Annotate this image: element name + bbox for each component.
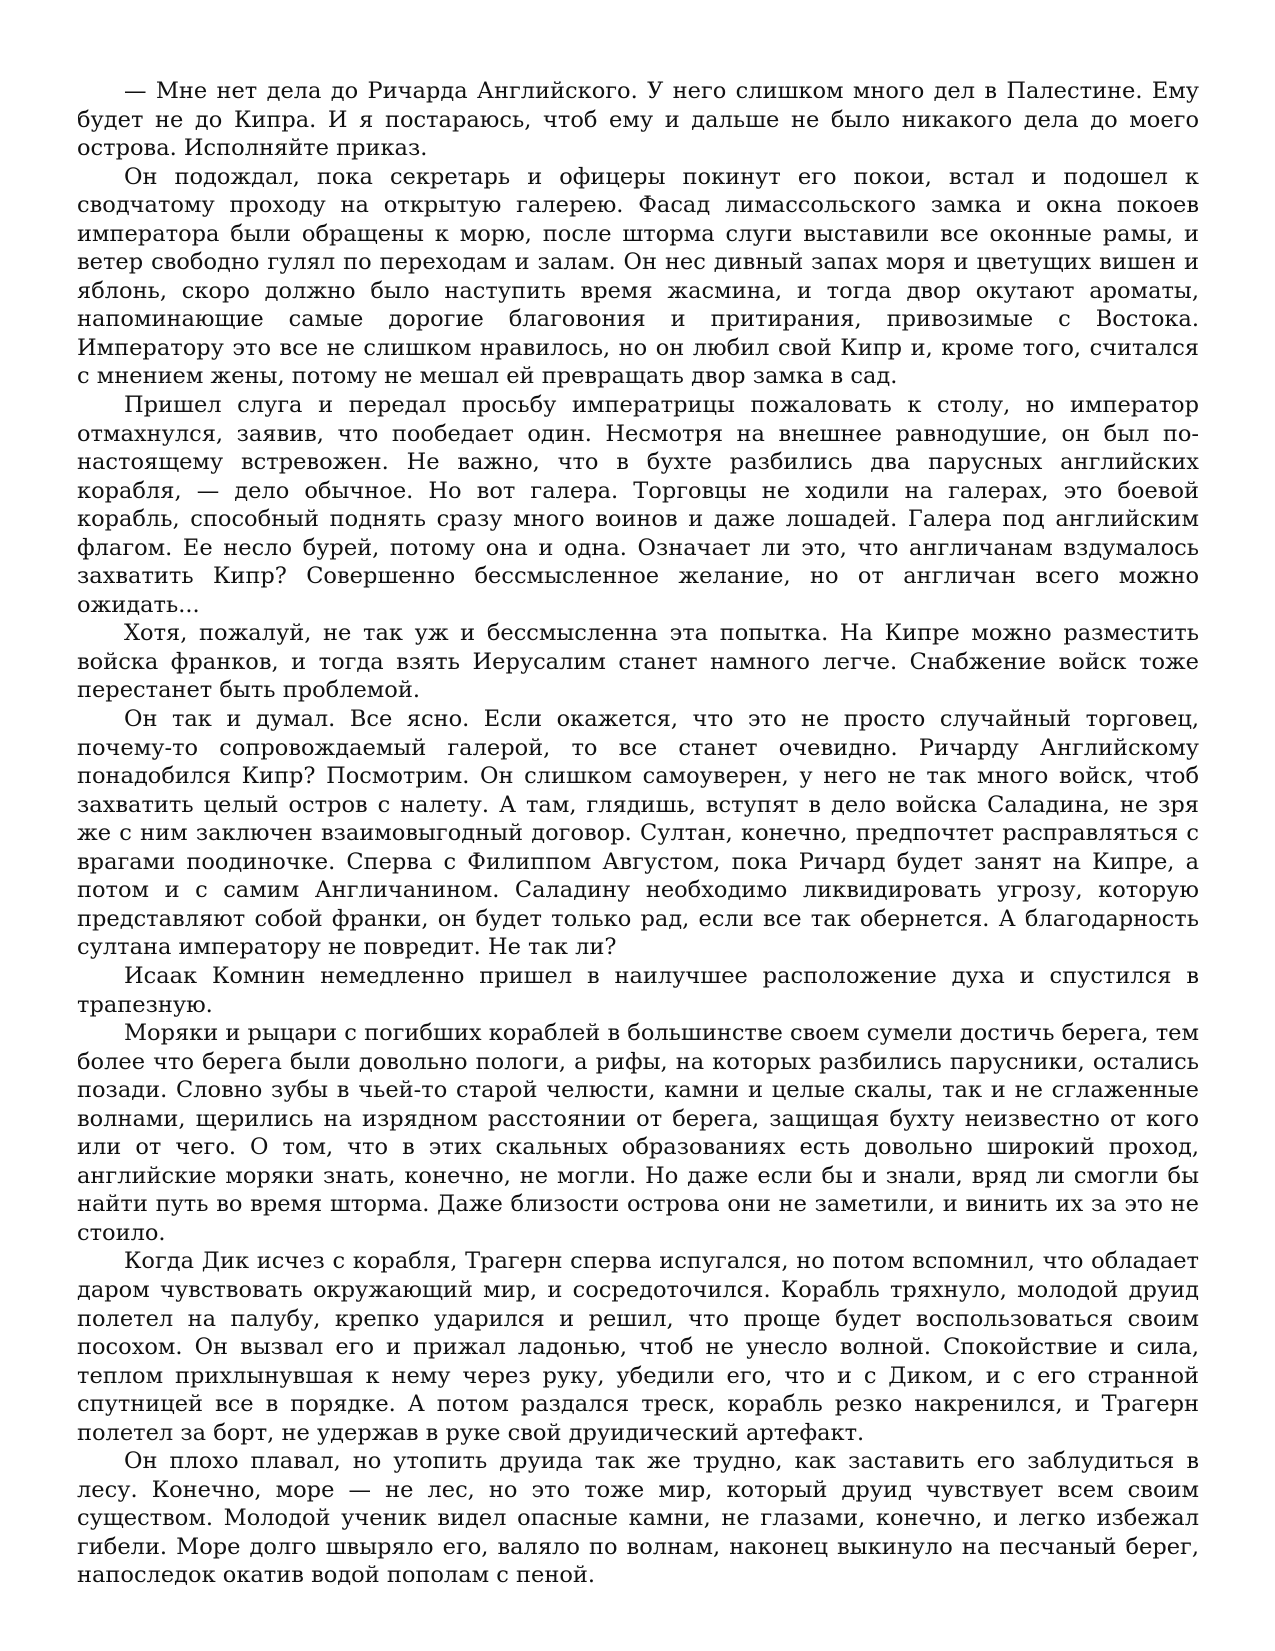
paragraph-8: Когда Дик исчез с корабля, Трагерн сперва испугался, но потом вспомнил, что обладает даром чувствовать окружающий мир, и сосредоточился. Корабль тряхнуло, молодой друид полетел на палубу, крепко ударился и решил, что проще будет воспользоваться своим посохом. Он вызвал его и прижал ладонью, чтоб не унесло волной. Спокойствие и сила, теплом прихлынувшая к нему через руку, убедили его, что и с Диком, и с его странной спутницей все в порядке. А потом раздался треск, корабль резко накренился, и Трагерн полетел за борт, не удержав в руке свой друидический артефакт. xyxy=(77,1248,1199,1446)
paragraph-1: — Мне нет дела до Ричарда Английского. У него слишком много дел в Палестине. Ему будет не до Кипра. И я постараюсь, чтоб ему и дальше не было никакого дела до моего острова. Исполняйте приказ. xyxy=(77,78,1199,162)
document-page xyxy=(77,77,1199,1590)
paragraph-4: Хотя, пожалуй, не так уж и бессмысленна эта попытка. На Кипре можно разместить войска франков, и тогда взять Иерусалим станет намного легче. Снабжение войск тоже перестанет быть проблемой. xyxy=(77,620,1199,704)
paragraph-3: Пришел слуга и передал просьбу императрицы пожаловать к столу, но император отмахнулся, заявив, что пообедает один. Несмотря на внешнее равнодушие, он был по-настоящему встревожен. Не важно, что в бухте разбились два парусных английских корабля, — дело обычное. Но вот галера. Торговцы не ходили на галерах, это боевой корабль, способный поднять сразу много воинов и даже лошадей. Галера под английским флагом. Ее несло бурей, потому она и одна. Означает ли это, что англичанам вздумалось захватить Кипр? Совершенно бессмысленное желание, но от англичан всего можно ожидать... xyxy=(77,392,1199,618)
paragraph-9: Он плохо плавал, но утопить друида так же трудно, как заставить его заблудиться в лесу. Конечно, море — не лес, но это тоже мир, который друид чувствует всем своим существом. Молодой ученик видел опасные камни, не глазами, конечно, и легко избежал гибели. Море долго швыряло его, валяло по волнам, наконец выкинуло на песчаный берег, напоследок окатив водой пополам с пеной. xyxy=(77,1448,1199,1589)
paragraph-6: Исаак Комнин немедленно пришел в наилучшее расположение духа и спустился в трапезную. xyxy=(77,962,1199,1018)
paragraph-2: Он подождал, пока секретарь и офицеры покинут его покои, встал и подошел к сводчатому проходу на открытую галерею. Фасад лимассольского замка и окна покоев императора были обращены к морю, после шторма слуги выставили все оконные рамы, и ветер свободно гулял по переходам и залам. Он нес дивный запах моря и цветущих вишен и яблонь, скоро должно было наступить время жасмина, и тогда двор окутают ароматы, напоминающие самые дорогие благовония и притирания, привозимые с Востока. Императору это все не слишком нравилось, но он любил свой Кипр и, кроме того, считался с мнением жены, потому не мешал ей превращать двор замка в сад. xyxy=(77,163,1199,390)
paragraph-5: Он так и думал. Все ясно. Если окажется, что это не просто случайный торговец, почему-то сопровождаемый галерой, то все станет очевидно. Ричарду Английскому понадобился Кипр? Посмотрим. Он слишком самоуверен, у него не так много войск, чтоб захватить целый остров с налету. А там, глядишь, вступят в дело войска Саладина, не зря же с ним заключен взаимовыгодный договор. Султан, конечно, предпочтет расправляться с врагами поодиночке. Сперва с Филиппом Августом, пока Ричард будет занят на Кипре, а потом и с самим Англичанином. Саладину необходимо ликвидировать угрозу, которую представляют собой франки, он будет только рад, если все так обернется. А благодарность султана императору не повредит. Не так ли? xyxy=(77,706,1199,961)
paragraph-7: Моряки и рыцари с погибших кораблей в большинстве своем сумели достичь берега, тем более что берега были довольно пологи, а рифы, на которых разбились парусники, остались позади. Словно зубы в чьей-то старой челюсти, камни и целые скалы, так и не сглаженные волнами, щерились на изрядном расстоянии от берега, защищая бухту неизвестно от кого или от чего. О том, что в этих скальных образованиях есть довольно широкий проход, английские моряки знать, конечно, не могли. Но даже если бы и знали, вряд ли смогли бы найти путь во время шторма. Даже близости острова они не заметили, и винить их за это не стоило. xyxy=(77,1020,1199,1246)
